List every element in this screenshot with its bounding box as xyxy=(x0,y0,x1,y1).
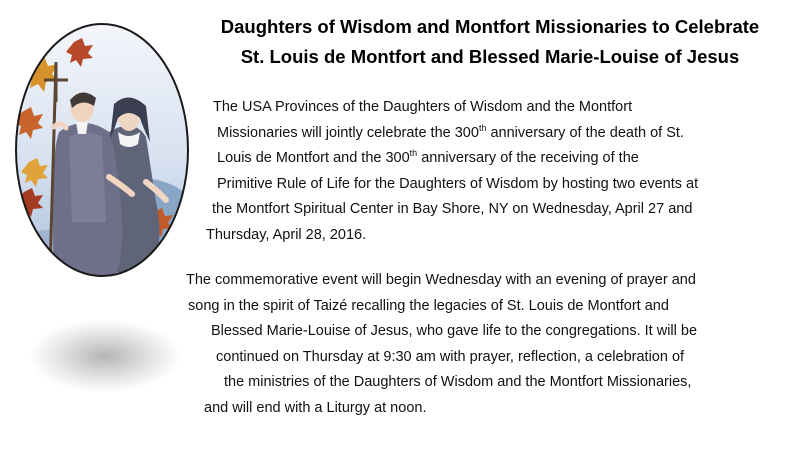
paragraph-2-line: and will end with a Liturgy at noon. xyxy=(204,399,427,416)
paragraph-1-line: Louis de Montfort and the 300th anniversary of the receiving of the xyxy=(217,148,639,166)
paragraph-1-line: The USA Provinces of the Daughters of Wisdom and the Montfort xyxy=(213,99,633,115)
paragraph-1 xyxy=(0,95,698,248)
paragraph-2-line: continued on Thursday at 9:30 am with prayer, reflection, a celebration of xyxy=(216,348,685,365)
paragraph-1-line: Primitive Rule of Life for the Daughters of Wisdom by hosting two events at xyxy=(217,175,699,192)
paragraph-1-line: Thursday, April 28, 2016. xyxy=(206,226,367,243)
paragraph-2-line: song in the spirit of Taizé recalling the legacies of St. Louis de Montfort and xyxy=(188,297,669,314)
headline xyxy=(190,12,790,72)
paragraph-2-line: the ministries of the Daughters of Wisdom and the Montfort Missionaries, xyxy=(224,374,692,390)
paragraph-1-line: Missionaries will jointly celebrate the 300th anniversary of the death of St. xyxy=(217,122,684,141)
paragraph-1-line: the Montfort Spiritual Center in Bay Shore, NY on Wednesday, April 27 and xyxy=(212,201,693,217)
headline-line-1: Daughters of Wisdom and Montfort Missionaries to Celebrate xyxy=(220,16,760,37)
headline-line-2: St. Louis de Montfort and Blessed Marie-Louise of Jesus xyxy=(240,46,740,67)
paragraph-2-line: Blessed Marie-Louise of Jesus, who gave life to the congregations. It will be xyxy=(211,323,698,339)
paragraph-2 xyxy=(0,268,697,421)
paragraph-2-line: The commemorative event will begin Wednesday with an evening of prayer and xyxy=(186,272,696,288)
